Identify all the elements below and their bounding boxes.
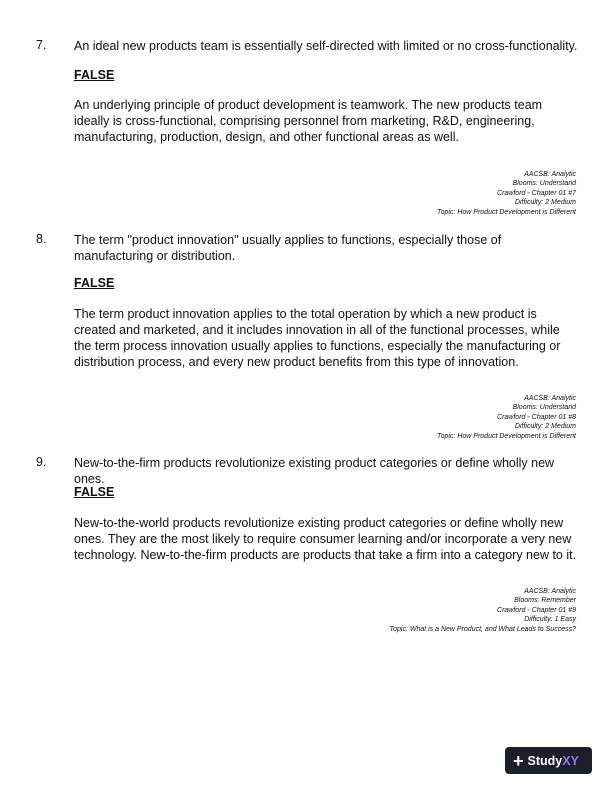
question-metadata bbox=[276, 394, 576, 441]
answer-explanation: New-to-the-world products revolutionize existing product categories or define wholly new ones. They are the most likely to require consumer learning and/or incorporate a very new technology. New-to-the-firm products are products that take a firm into a category new to it. bbox=[74, 516, 577, 562]
question-number: 8. bbox=[36, 232, 47, 246]
meta-chapter: Crawford - Chapter 01 #9 bbox=[497, 606, 576, 614]
question-statement: An ideal new products team is essentially self-directed with limited or no cross-functionality. bbox=[74, 39, 578, 53]
answer-explanation: The term product innovation applies to the total operation by which a new product is created and marketed, and it includes innovation in all of the functional processes, while the term process innovation usually applies to functions, especially the manufacturing or distribution process, and every new product benefits from this type of innovation. bbox=[74, 307, 561, 369]
question-metadata bbox=[276, 170, 576, 217]
answer-label: FALSE bbox=[74, 276, 115, 290]
meta-topic: Topic: What is a New Product, and What Leads to Success? bbox=[389, 625, 576, 633]
answer-label: FALSE bbox=[74, 485, 115, 499]
meta-aacsb: AACSB: Analytic bbox=[524, 588, 576, 595]
meta-blooms: Blooms: Understand bbox=[512, 404, 576, 412]
meta-chapter: Crawford - Chapter 01 #8 bbox=[497, 413, 576, 421]
studyxy-logo[interactable] bbox=[505, 747, 592, 774]
meta-chapter: Crawford - Chapter 01 #7 bbox=[497, 189, 576, 197]
meta-aacsb: AACSB: Analytic bbox=[524, 171, 576, 178]
logo-text-main: Study bbox=[527, 753, 563, 768]
meta-blooms: Blooms: Understand bbox=[512, 180, 576, 188]
question-statement: The term "product innovation" usually applies to functions, especially those of manufacturing or distribution. bbox=[74, 233, 502, 263]
logo-text-accent: XY bbox=[562, 753, 579, 768]
plus-icon: + bbox=[513, 750, 524, 771]
meta-blooms: Blooms: Remember bbox=[514, 597, 576, 605]
meta-difficulty: Difficulty: 1 Easy bbox=[524, 616, 576, 624]
question-statement: New-to-the-firm products revolutionize existing product categories or define wholly new ones. bbox=[74, 456, 555, 486]
meta-aacsb: AACSB: Analytic bbox=[524, 395, 576, 402]
meta-topic: Topic: How Product Development is Different bbox=[436, 208, 576, 216]
question-number: 7. bbox=[36, 38, 47, 52]
question-number: 9. bbox=[36, 455, 47, 469]
answer-explanation: An underlying principle of product development is teamwork. The new products team ideally is cross-functional, comprising personnel from marketing, R&D, engineering, manufacturing, production, design, and other functional areas as well. bbox=[74, 98, 543, 144]
meta-difficulty: Difficulty: 2 Medium bbox=[514, 423, 576, 431]
question-metadata bbox=[276, 587, 576, 634]
answer-label: FALSE bbox=[74, 68, 115, 82]
meta-difficulty: Difficulty: 2 Medium bbox=[514, 199, 576, 207]
meta-topic: Topic: How Product Development is Different bbox=[436, 432, 576, 440]
